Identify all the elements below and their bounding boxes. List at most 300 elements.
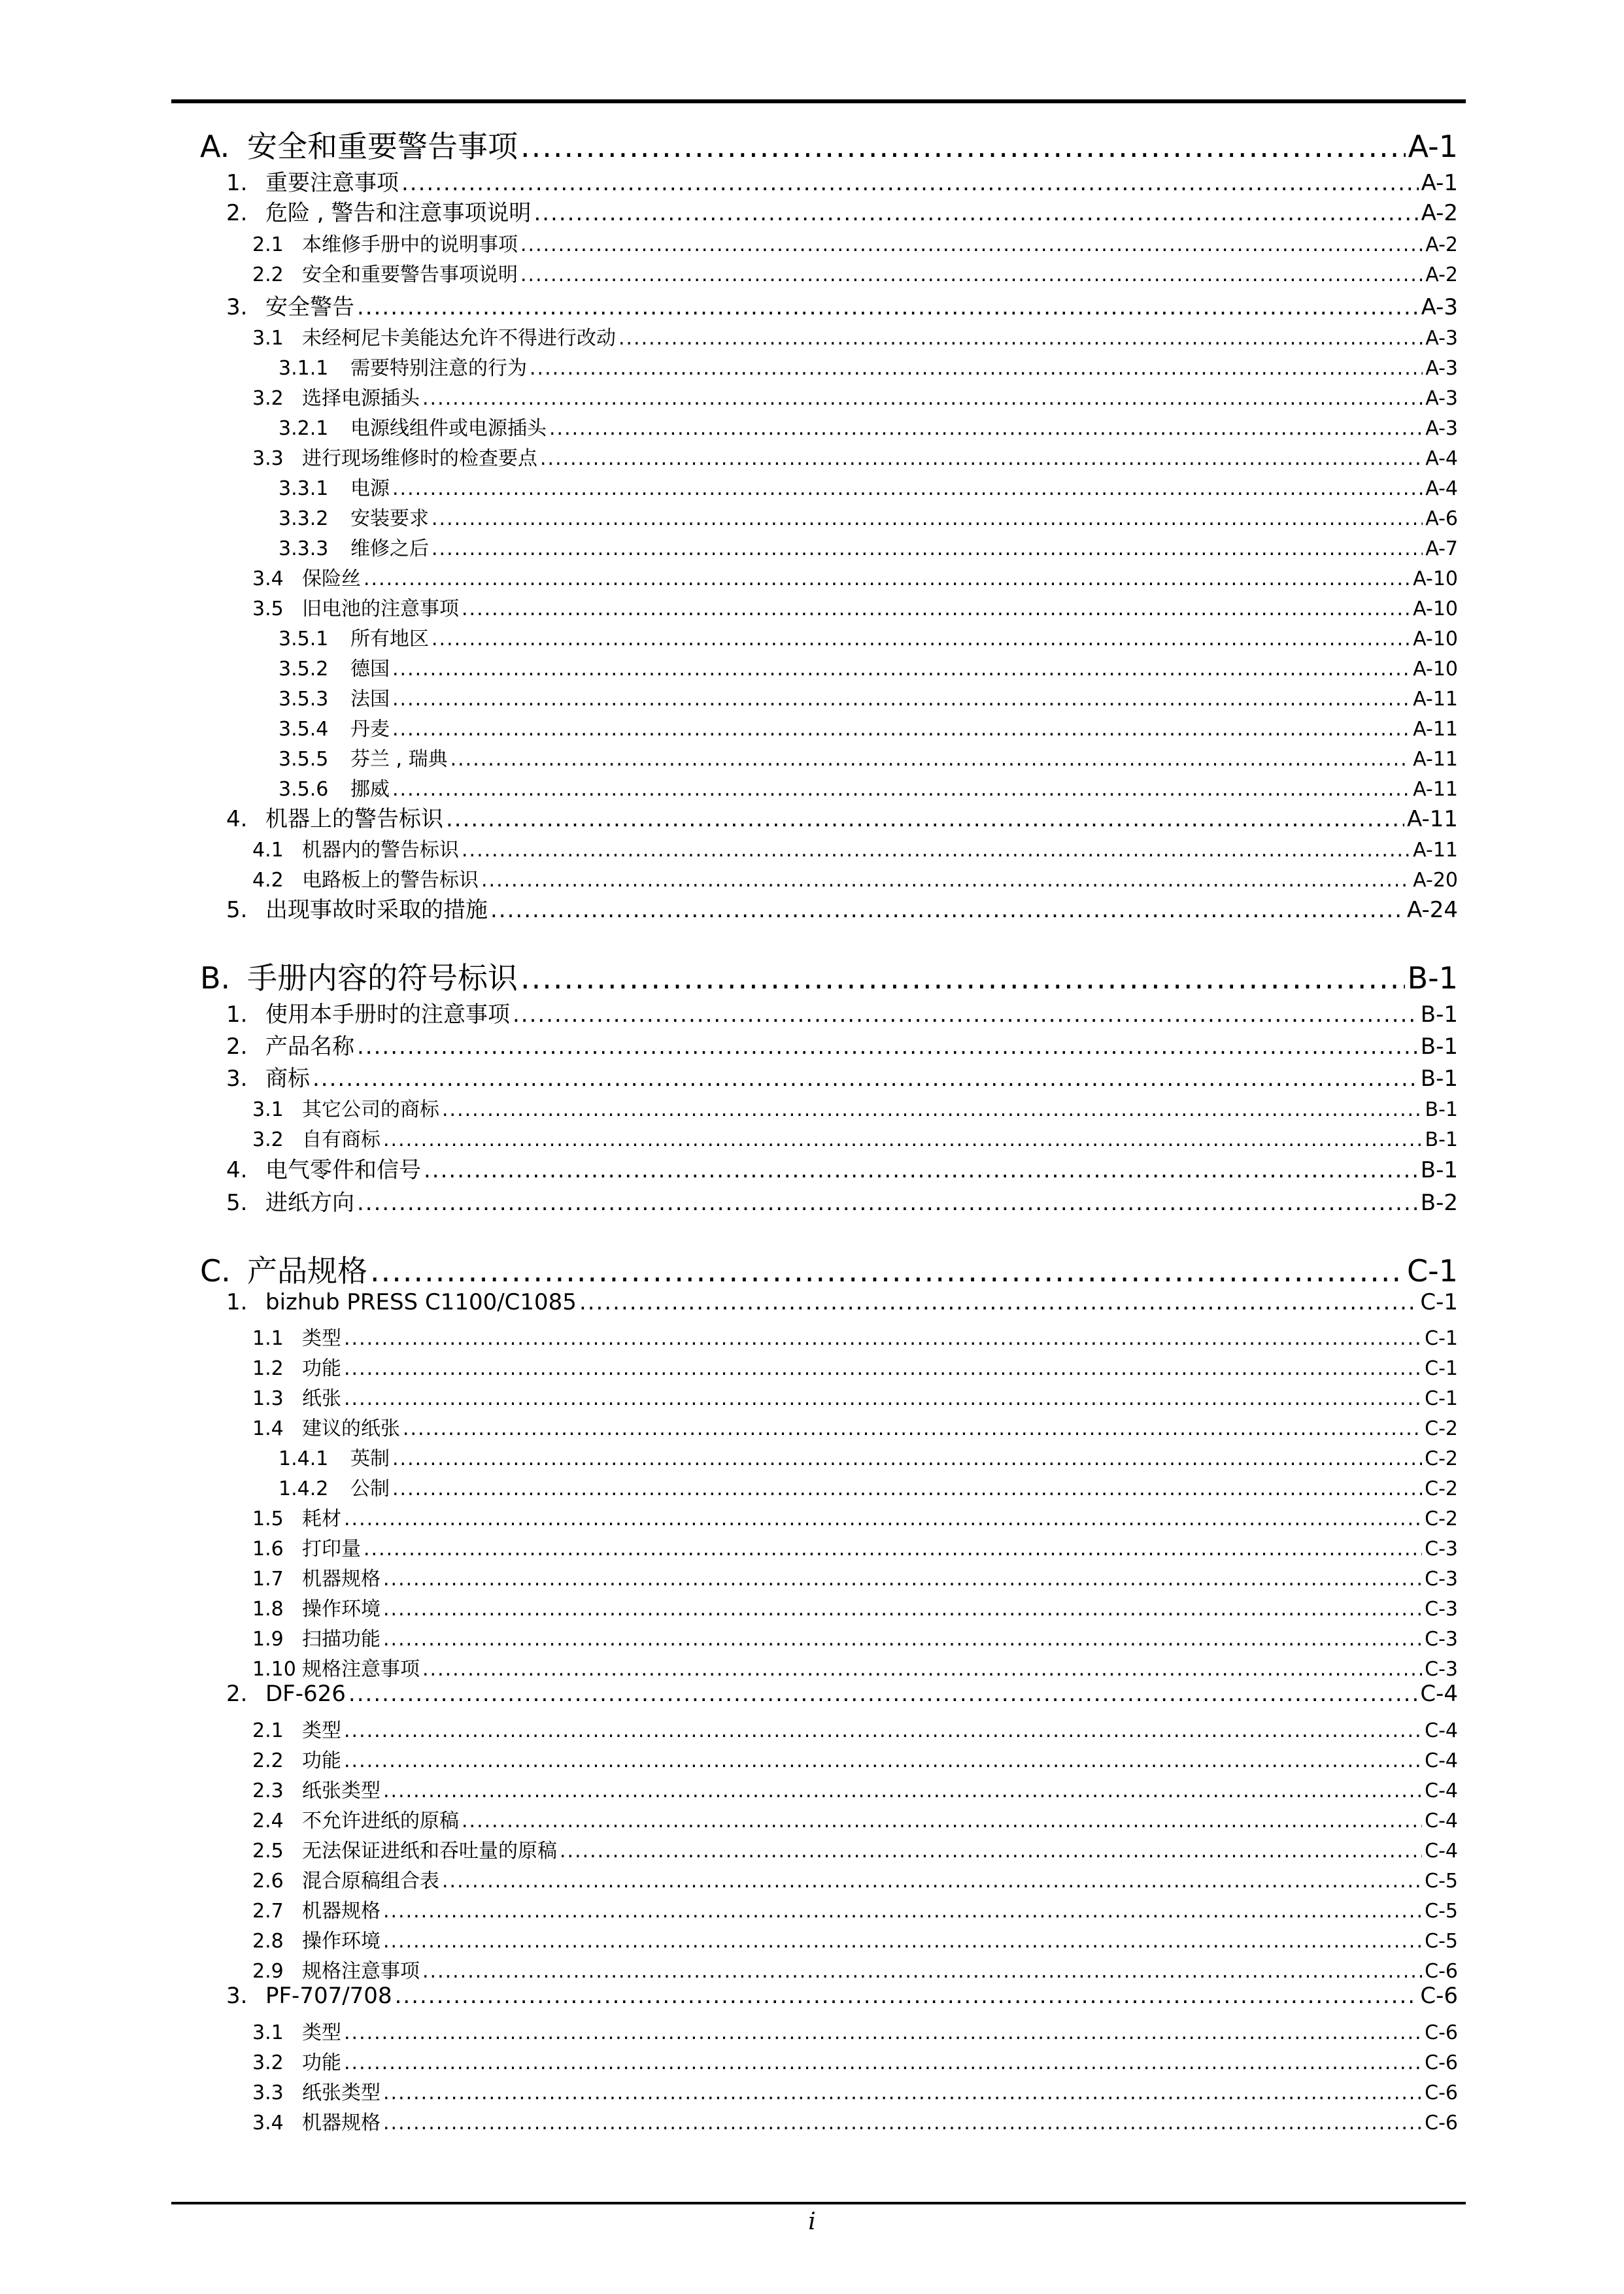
- toc-entry[interactable]: [252, 1925, 1458, 1951]
- dot-leader: [513, 1002, 1418, 1028]
- toc-entry-title: 不允许进纸的原稿: [302, 1810, 459, 1832]
- toc-entry-page: B-1: [1420, 1157, 1458, 1183]
- toc-entry-number: 2.3: [252, 1780, 284, 1802]
- toc-entry-number: 1.4: [252, 1417, 284, 1440]
- toc-entry-page: C-4: [1425, 1719, 1458, 1742]
- toc-entry[interactable]: [279, 1472, 1458, 1498]
- toc-entry[interactable]: [252, 1834, 1458, 1861]
- toc-entry-title: 产品规格: [247, 1253, 367, 1289]
- dot-leader: [383, 1598, 1422, 1621]
- toc-entry[interactable]: [252, 2076, 1458, 2102]
- toc-entry[interactable]: [252, 834, 1458, 860]
- toc-entry-title: 未经柯尼卡美能达允许不得进行改动: [302, 327, 616, 350]
- dot-leader: [530, 357, 1423, 380]
- toc-entry[interactable]: [252, 1502, 1458, 1528]
- toc-entry-title: 进行现场维修时的检查要点: [302, 447, 537, 470]
- toc-entry-number: 4.: [226, 1157, 248, 1183]
- toc-entry[interactable]: [252, 1895, 1458, 1921]
- toc-entry-title: 需要特别注意的行为: [350, 357, 527, 380]
- dot-leader: [392, 658, 1410, 681]
- toc-entry-number: 2.4: [252, 1810, 284, 1832]
- toc-entry-page: C-1: [1425, 1387, 1458, 1410]
- toc-entry-number: 3.1.1: [279, 357, 329, 380]
- toc-entry[interactable]: [252, 1532, 1458, 1559]
- toc-entry-page: A-11: [1413, 778, 1458, 801]
- toc-entry[interactable]: [279, 713, 1458, 739]
- toc-entry-number: 3.4: [252, 567, 284, 590]
- toc-entry[interactable]: [252, 1804, 1458, 1830]
- toc-entry-number: 2.: [226, 200, 248, 226]
- toc-entry-number: 2.7: [252, 1900, 284, 1923]
- dot-leader: [579, 1289, 1417, 1315]
- toc-entry-title: 法国: [350, 688, 390, 711]
- dot-leader: [403, 1417, 1422, 1440]
- toc-entry[interactable]: [252, 1352, 1458, 1378]
- toc-entry-title: 维修之后: [350, 537, 429, 560]
- dot-leader: [344, 1749, 1422, 1772]
- toc-entry-page: A-2: [1425, 263, 1458, 286]
- toc-entry-title: 机器规格: [302, 2112, 381, 2134]
- toc-entry[interactable]: [252, 562, 1458, 588]
- toc-entry[interactable]: [279, 412, 1458, 438]
- toc-entry-page: C-2: [1425, 1477, 1458, 1500]
- toc-entry-title: 危险 , 警告和注意事项说明: [265, 200, 532, 226]
- toc-entry-page: A-3: [1425, 417, 1458, 440]
- toc-entry-number: 1.3: [252, 1387, 284, 1410]
- dot-leader: [344, 1508, 1422, 1530]
- toc-entry[interactable]: [226, 1185, 1458, 1216]
- toc-entry-page: C-3: [1425, 1628, 1458, 1651]
- toc-entry-title: bizhub PRESS C1100/C1085: [265, 1289, 577, 1315]
- toc-entry-number: 4.: [226, 806, 248, 832]
- toc-entry-page: C-2: [1425, 1447, 1458, 1470]
- toc-entry-number: C.: [200, 1253, 231, 1289]
- toc-entry[interactable]: [252, 1744, 1458, 1770]
- toc-entry-page: B-2: [1420, 1190, 1458, 1216]
- toc-entry[interactable]: [226, 1060, 1458, 1092]
- toc-entry-number: 3.2: [252, 1128, 284, 1151]
- toc-entry-page: C-6: [1425, 2021, 1458, 2044]
- toc-entry-number: 3.5.6: [279, 778, 329, 801]
- toc-entry[interactable]: [279, 652, 1458, 679]
- toc-entry-number: 2.6: [252, 1870, 284, 1893]
- toc-entry-title: 安装要求: [350, 507, 429, 530]
- toc-entry-title: 其它公司的商标: [302, 1098, 439, 1121]
- toc-entry-page: C-4: [1420, 1681, 1458, 1707]
- toc-entry-number: 3.5.3: [279, 688, 329, 711]
- toc-entry[interactable]: [226, 892, 1458, 923]
- toc-entry-page: C-1: [1425, 1357, 1458, 1380]
- toc-entry-title: 规格注意事项: [302, 1658, 420, 1681]
- toc-entry-title: 操作环境: [302, 1598, 381, 1621]
- toc-entry-page: C-6: [1425, 1960, 1458, 1983]
- toc-entry-page: A-3: [1425, 327, 1458, 350]
- dot-leader: [344, 1719, 1422, 1742]
- toc-entry[interactable]: [226, 1152, 1458, 1181]
- dot-leader: [442, 1098, 1423, 1121]
- dot-leader: [392, 1477, 1422, 1500]
- dot-leader: [520, 263, 1423, 286]
- dot-leader: [357, 1190, 1418, 1216]
- toc-entry-number: 1.: [226, 1002, 248, 1028]
- toc-entry-title: 纸张类型: [302, 1780, 381, 1802]
- toc-entry[interactable]: [279, 683, 1458, 709]
- toc-entry[interactable]: [252, 1322, 1458, 1348]
- toc-entry-title: 纸张: [302, 1387, 341, 1410]
- toc-entry-title: 电气零件和信号: [265, 1157, 421, 1183]
- toc-entry-page: C-4: [1425, 1810, 1458, 1832]
- toc-entry-number: 3.: [226, 1983, 248, 2009]
- toc-entry-title: 类型: [302, 1327, 341, 1350]
- toc-section-b[interactable]: [200, 954, 1458, 996]
- toc-entry-title: 操作环境: [302, 1930, 381, 1953]
- toc-entry[interactable]: [252, 2106, 1458, 2133]
- toc-entry-number: 3.: [226, 1066, 248, 1092]
- toc-entry-page: A-3: [1425, 387, 1458, 410]
- toc-entry-number: 2.: [226, 1034, 248, 1060]
- toc-entry-number: 2.1: [252, 1719, 284, 1742]
- toc-entry-title: 安全和重要警告事项说明: [302, 263, 518, 286]
- toc-entry[interactable]: [226, 801, 1458, 830]
- toc-entry[interactable]: [226, 195, 1458, 224]
- toc-entry-number: A.: [200, 129, 230, 164]
- dot-leader: [383, 1568, 1422, 1591]
- toc-entry-title: 机器内的警告标识: [302, 839, 459, 862]
- dot-leader: [383, 1930, 1422, 1953]
- toc-entry-number: 4.1: [252, 839, 284, 862]
- toc-entry[interactable]: [252, 1412, 1458, 1438]
- toc-entry-number: 3.5.5: [279, 748, 329, 771]
- toc-entry-number: 3.5: [252, 598, 284, 620]
- dot-leader: [357, 1034, 1418, 1060]
- toc-entry-page: C-6: [1420, 1983, 1458, 2009]
- toc-entry-page: A-11: [1413, 718, 1458, 741]
- dot-leader: [549, 417, 1423, 440]
- toc-entry-title: 电路板上的警告标识: [302, 869, 479, 892]
- toc-entry[interactable]: [279, 773, 1458, 799]
- toc-entry-page: A-24: [1406, 897, 1458, 923]
- toc-entry-title: 出现事故时采取的措施: [265, 897, 488, 923]
- toc-entry[interactable]: [252, 258, 1458, 284]
- toc-entry-number: 5.: [226, 897, 248, 923]
- toc-entry-title: 安全警告: [265, 294, 354, 320]
- toc-entry-page: C-4: [1425, 1749, 1458, 1772]
- toc-entry-number: 2.9: [252, 1960, 284, 1983]
- toc-entry-title: 混合原稿组合表: [302, 1870, 439, 1893]
- dot-leader: [540, 447, 1423, 470]
- toc-entry[interactable]: [252, 1774, 1458, 1800]
- toc-entry-page: B-1: [1425, 1098, 1458, 1121]
- toc-entry-number: 3.3.2: [279, 507, 329, 530]
- toc-entry-page: A-4: [1425, 477, 1458, 500]
- toc-entry-number: 3.: [226, 294, 248, 320]
- dot-leader: [383, 1900, 1422, 1923]
- toc-entry-page: A-3: [1421, 294, 1458, 320]
- toc-entry-page: C-5: [1425, 1870, 1458, 1893]
- toc-entry-page: A-3: [1425, 357, 1458, 380]
- toc-entry-number: 2.: [226, 1681, 248, 1707]
- toc-entry-title: 丹麦: [350, 718, 390, 741]
- dot-leader: [462, 839, 1410, 862]
- toc-entry-title: 旧电池的注意事项: [302, 598, 459, 620]
- toc-entry-title: PF-707/708: [265, 1983, 392, 2009]
- toc-entry-number: 3.3.1: [279, 477, 329, 500]
- toc-entry-title: 电源: [350, 477, 390, 500]
- toc-entry-page: A-2: [1421, 200, 1458, 226]
- toc-entry-number: 1.4.1: [279, 1447, 329, 1470]
- toc-entry[interactable]: [252, 2016, 1458, 2042]
- toc-entry-page: C-6: [1425, 2051, 1458, 2074]
- toc-entry-number: 3.1: [252, 2021, 284, 2044]
- toc-entry-title: 芬兰 , 瑞典: [350, 748, 448, 771]
- toc-entry[interactable]: [252, 1955, 1458, 1981]
- dot-leader: [383, 1128, 1423, 1151]
- toc-entry[interactable]: [226, 1289, 1458, 1318]
- dot-leader: [446, 806, 1404, 832]
- toc-entry-page: C-3: [1425, 1568, 1458, 1591]
- toc-entry-page: B-1: [1420, 1002, 1458, 1028]
- toc-entry-title: 耗材: [302, 1508, 341, 1530]
- toc-entry-number: 5.: [226, 1190, 248, 1216]
- toc-entry-page: A-7: [1425, 537, 1458, 560]
- dot-leader: [392, 718, 1410, 741]
- toc-entry-page: A-11: [1413, 688, 1458, 711]
- toc-entry[interactable]: [279, 622, 1458, 649]
- toc-entry[interactable]: [252, 592, 1458, 618]
- dot-leader: [383, 2082, 1422, 2104]
- toc-entry-page: A-11: [1406, 806, 1458, 832]
- toc-entry-title: 保险丝: [302, 567, 361, 590]
- toc-entry-title: 功能: [302, 1357, 341, 1380]
- toc-entry-title: 挪威: [350, 778, 390, 801]
- toc-entry-title: 扫描功能: [302, 1628, 381, 1651]
- toc-entry[interactable]: [226, 1028, 1458, 1060]
- dot-leader: [357, 294, 1419, 320]
- toc-entry-number: 3.2: [252, 387, 284, 410]
- toc-entry-page: C-6: [1425, 2112, 1458, 2134]
- dot-leader: [370, 1253, 1404, 1289]
- toc-entry-title: 功能: [302, 1749, 341, 1772]
- toc-section-a[interactable]: [200, 123, 1458, 164]
- dot-leader: [450, 748, 1411, 771]
- toc-entry-number: 3.5.1: [279, 628, 329, 650]
- toc-entry-page: C-5: [1425, 1900, 1458, 1923]
- toc-entry-page: C-4: [1425, 1840, 1458, 1863]
- dot-leader: [462, 1810, 1422, 1832]
- toc-entry[interactable]: [252, 1123, 1458, 1149]
- dot-leader: [364, 1538, 1422, 1560]
- toc-entry-number: 1.7: [252, 1568, 284, 1591]
- toc-entry-number: 2.8: [252, 1930, 284, 1953]
- toc-entry-page: A-11: [1413, 839, 1458, 862]
- toc-entry-number: 3.5.4: [279, 718, 329, 741]
- toc-entry-number: 4.2: [252, 869, 284, 892]
- dot-leader: [348, 1681, 1417, 1707]
- dot-leader: [520, 129, 1406, 164]
- toc-entry-number: 1.5: [252, 1508, 284, 1530]
- toc-entry-page: C-1: [1425, 1327, 1458, 1350]
- toc-entry-title: 手册内容的符号标识: [247, 960, 518, 996]
- toc-entry-number: 3.3: [252, 2082, 284, 2104]
- dot-leader: [383, 1780, 1422, 1802]
- toc-entry-title: 机器上的警告标识: [265, 806, 443, 832]
- toc-entry-page: C-1: [1407, 1253, 1458, 1289]
- toc-entry[interactable]: [279, 472, 1458, 498]
- toc-entry-number: 3.3: [252, 447, 284, 470]
- toc-entry-number: 3.2.1: [279, 417, 329, 440]
- toc-section-c[interactable]: [200, 1247, 1458, 1289]
- toc-entry-title: 纸张类型: [302, 2082, 381, 2104]
- toc-entry-number: 2.1: [252, 233, 284, 256]
- toc-entry[interactable]: [252, 382, 1458, 408]
- toc-entry-page: A-20: [1413, 869, 1458, 892]
- toc-entry-number: 1.8: [252, 1598, 284, 1621]
- toc-entry-page: B-1: [1407, 960, 1458, 996]
- toc-entry-number: 2.5: [252, 1840, 284, 1863]
- toc-entry-title: 本维修手册中的说明事项: [302, 233, 518, 256]
- toc-entry-title: 机器规格: [302, 1568, 381, 1591]
- toc-entry-title: 类型: [302, 2021, 341, 2044]
- toc-entry-title: 建议的纸张: [302, 1417, 400, 1440]
- toc-entry-page: C-3: [1425, 1598, 1458, 1621]
- dot-leader: [344, 1387, 1422, 1410]
- toc-entry-number: 2.2: [252, 1749, 284, 1772]
- toc-entry-page: A-10: [1413, 658, 1458, 681]
- toc-entry[interactable]: [252, 442, 1458, 468]
- toc-entry[interactable]: [252, 2046, 1458, 2072]
- toc-entry-title: 打印量: [302, 1538, 361, 1560]
- dot-leader: [392, 778, 1410, 801]
- toc-entry-page: C-6: [1425, 2082, 1458, 2104]
- toc-entry[interactable]: [226, 165, 1458, 194]
- toc-entry-page: C-3: [1425, 1658, 1458, 1681]
- dot-leader: [383, 1628, 1422, 1651]
- toc-entry[interactable]: [252, 228, 1458, 254]
- toc-entry[interactable]: [252, 322, 1458, 348]
- dot-leader: [520, 960, 1405, 996]
- toc-entry-title: 无法保证进纸和吞吐量的原稿: [302, 1840, 557, 1863]
- toc-entry-page: B-1: [1420, 1066, 1458, 1092]
- toc-entry-title: 安全和重要警告事项: [247, 129, 518, 164]
- toc-entry-number: 3.2: [252, 2051, 284, 2074]
- dot-leader: [392, 688, 1410, 711]
- toc-entry-page: A-10: [1413, 598, 1458, 620]
- toc-entry-title: DF-626: [265, 1681, 346, 1707]
- dot-leader: [533, 200, 1418, 226]
- toc-entry-number: B.: [200, 960, 231, 996]
- toc-entry-title: 公制: [350, 1477, 390, 1500]
- toc-entry[interactable]: [226, 289, 1458, 318]
- toc-entry-page: C-2: [1425, 1417, 1458, 1440]
- toc-entry-title: 选择电源插头: [302, 387, 420, 410]
- toc-entry-page: B-1: [1420, 1034, 1458, 1060]
- toc-entry[interactable]: [279, 743, 1458, 769]
- dot-leader: [442, 1870, 1422, 1893]
- dot-leader: [462, 598, 1410, 620]
- toc-entry-title: 电源线组件或电源插头: [350, 417, 547, 440]
- toc-entry-number: 1.: [226, 1289, 248, 1315]
- toc-entry-page: A-2: [1425, 233, 1458, 256]
- dot-leader: [422, 1658, 1422, 1681]
- toc-entry-number: 1.9: [252, 1628, 284, 1651]
- dot-leader: [383, 2112, 1422, 2134]
- dot-leader: [392, 1447, 1422, 1470]
- dot-leader: [431, 628, 1410, 650]
- toc-entry-number: 1.: [226, 170, 248, 196]
- toc-entry[interactable]: [252, 1864, 1458, 1891]
- toc-entry-title: 所有地区: [350, 628, 429, 650]
- dot-leader: [401, 170, 1419, 196]
- dot-leader: [481, 869, 1410, 892]
- toc-entry[interactable]: [252, 1653, 1458, 1679]
- toc-entry-title: 产品名称: [265, 1034, 354, 1060]
- dot-leader: [490, 897, 1404, 923]
- dot-leader: [422, 1960, 1422, 1983]
- toc-entry-title: 重要注意事项: [265, 170, 399, 196]
- toc-entry[interactable]: [279, 532, 1458, 558]
- toc-entry-number: 3.3.3: [279, 537, 329, 560]
- toc-entry[interactable]: [252, 1562, 1458, 1589]
- toc-entry[interactable]: [252, 1623, 1458, 1649]
- toc-entry[interactable]: [226, 1681, 1458, 1710]
- toc-entry-title: 机器规格: [302, 1900, 381, 1923]
- toc-entry-page: C-5: [1425, 1930, 1458, 1953]
- dot-leader: [520, 233, 1423, 256]
- toc-entry-number: 1.2: [252, 1357, 284, 1380]
- toc-entry-title: 自有商标: [302, 1128, 381, 1151]
- toc-entry-title: 英制: [350, 1447, 390, 1470]
- toc-entry-page: C-2: [1425, 1508, 1458, 1530]
- dot-leader: [618, 327, 1423, 350]
- toc-entry-title: 类型: [302, 1719, 341, 1742]
- page-number: i: [808, 2208, 816, 2235]
- toc-entry[interactable]: [252, 1714, 1458, 1740]
- toc-entry-page: B-1: [1425, 1128, 1458, 1151]
- toc-entry[interactable]: [279, 352, 1458, 378]
- toc-entry-number: 1.6: [252, 1538, 284, 1560]
- toc-entry-page: A-11: [1413, 748, 1458, 771]
- dot-leader: [395, 1983, 1418, 2009]
- toc-entry-title: 规格注意事项: [302, 1960, 420, 1983]
- toc-entry[interactable]: [279, 502, 1458, 528]
- toc-entry[interactable]: [226, 996, 1458, 1028]
- dot-leader: [431, 507, 1423, 530]
- toc-entry-title: 功能: [302, 2051, 341, 2074]
- toc-entry[interactable]: [252, 864, 1458, 890]
- toc-entry[interactable]: [252, 1593, 1458, 1619]
- toc-entry[interactable]: [226, 1983, 1458, 2012]
- toc-entry[interactable]: [252, 1093, 1458, 1119]
- dot-leader: [313, 1066, 1418, 1092]
- dot-leader: [344, 1357, 1422, 1380]
- toc-entry-page: C-1: [1420, 1289, 1458, 1315]
- toc-entry-page: C-4: [1425, 1780, 1458, 1802]
- toc-entry-number: 1.1: [252, 1327, 284, 1350]
- dot-leader: [344, 1327, 1422, 1350]
- dot-leader: [560, 1840, 1422, 1863]
- toc-entry[interactable]: [252, 1382, 1458, 1408]
- toc-entry-page: A-6: [1425, 507, 1458, 530]
- dot-leader: [364, 567, 1410, 590]
- toc-entry-page: A-4: [1425, 447, 1458, 470]
- toc-entry-number: 3.5.2: [279, 658, 329, 681]
- dot-leader: [422, 387, 1423, 410]
- dot-leader: [344, 2051, 1422, 2074]
- toc-entry[interactable]: [279, 1442, 1458, 1468]
- footer-rule: [171, 2202, 1466, 2204]
- toc-entry-page: A-10: [1413, 628, 1458, 650]
- toc-entry-page: A-10: [1413, 567, 1458, 590]
